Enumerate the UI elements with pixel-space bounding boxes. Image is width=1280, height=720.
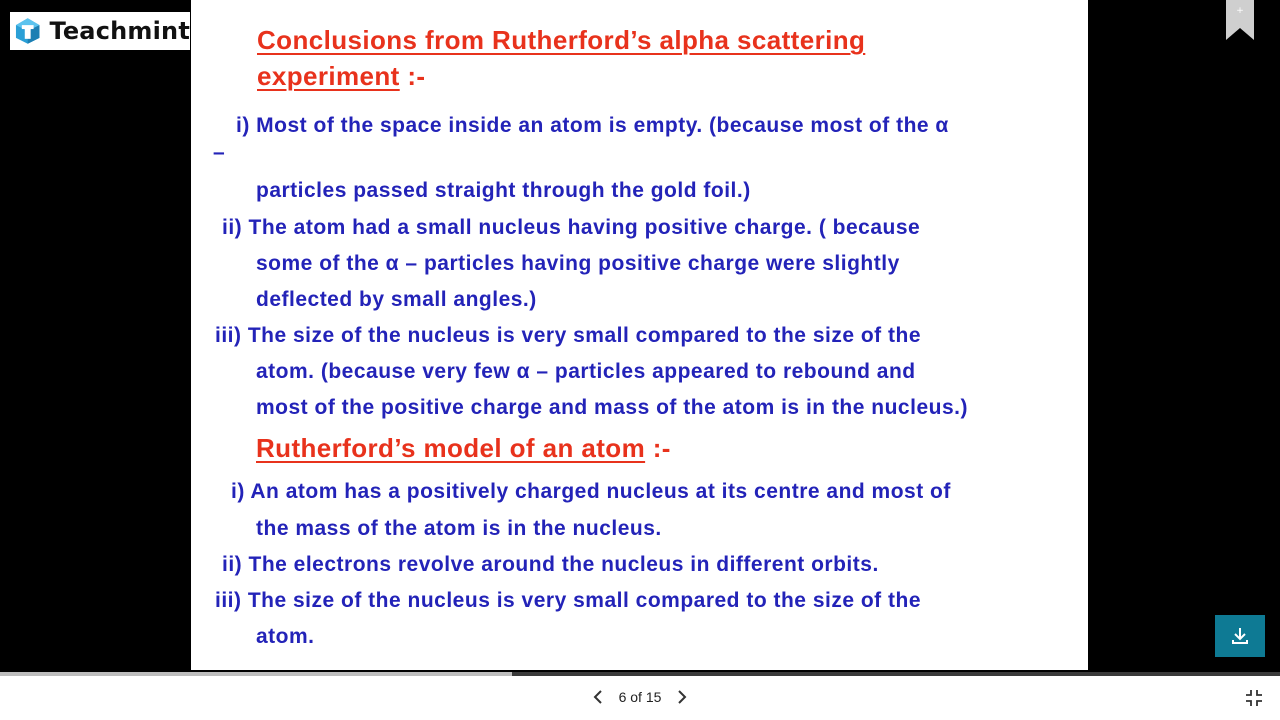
- page-indicator: 6 of 15: [618, 689, 662, 705]
- conclusion-line: deflected by small angles.): [256, 288, 537, 311]
- teachmint-logo: [10, 12, 190, 50]
- brand-name: Teachmint: [49, 17, 190, 45]
- slide-title-suffix: :-: [399, 61, 426, 91]
- conclusion-line: –: [213, 141, 226, 164]
- model-line: iii) The size of the nucleus is very small compared to the size of the: [215, 589, 922, 612]
- exit-fullscreen-icon[interactable]: [1244, 688, 1264, 708]
- conclusion-line: atom. (because very few α – particles appeared to rebound and: [256, 360, 916, 383]
- model-line: i) An atom has a positively charged nucleus at its centre and most of: [231, 480, 951, 503]
- bookmark-icon[interactable]: [1226, 0, 1254, 40]
- prev-page-button[interactable]: [590, 686, 606, 708]
- model-heading: [256, 432, 671, 464]
- page-navigator: [590, 686, 690, 708]
- model-heading-suffix: :-: [645, 433, 671, 463]
- chevron-right-icon: [677, 690, 687, 704]
- model-heading-text: Rutherford’s model of an atom: [256, 433, 646, 463]
- slide-title-line2: [257, 60, 425, 92]
- conclusion-line: particles passed straight through the gold foil.): [256, 179, 751, 202]
- download-icon: [1230, 626, 1250, 646]
- model-line: ii) The electrons revolve around the nucleus in different orbits.: [222, 553, 879, 576]
- download-button[interactable]: [1215, 615, 1265, 657]
- conclusion-line: ii) The atom had a small nucleus having positive charge. ( because: [222, 216, 921, 239]
- chevron-left-icon: [593, 690, 603, 704]
- slide-title-line1: Conclusions from Rutherford’s alpha scattering: [257, 25, 866, 55]
- model-line: the mass of the atom is in the nucleus.: [256, 517, 662, 540]
- model-line: atom.: [256, 625, 315, 648]
- teachmint-logo-icon: [14, 17, 41, 45]
- slide-page: [191, 0, 1088, 670]
- svg-text:+: +: [1236, 6, 1244, 16]
- conclusion-line: most of the positive charge and mass of the atom is in the nucleus.): [256, 396, 968, 419]
- conclusion-line: some of the α – particles having positive charge were slightly: [256, 252, 900, 275]
- slide-title-underlined: experiment: [257, 61, 400, 91]
- next-page-button[interactable]: [674, 686, 690, 708]
- conclusion-line: i) Most of the space inside an atom is empty. (because most of the α: [236, 114, 949, 137]
- conclusion-line: iii) The size of the nucleus is very small compared to the size of the: [215, 324, 922, 347]
